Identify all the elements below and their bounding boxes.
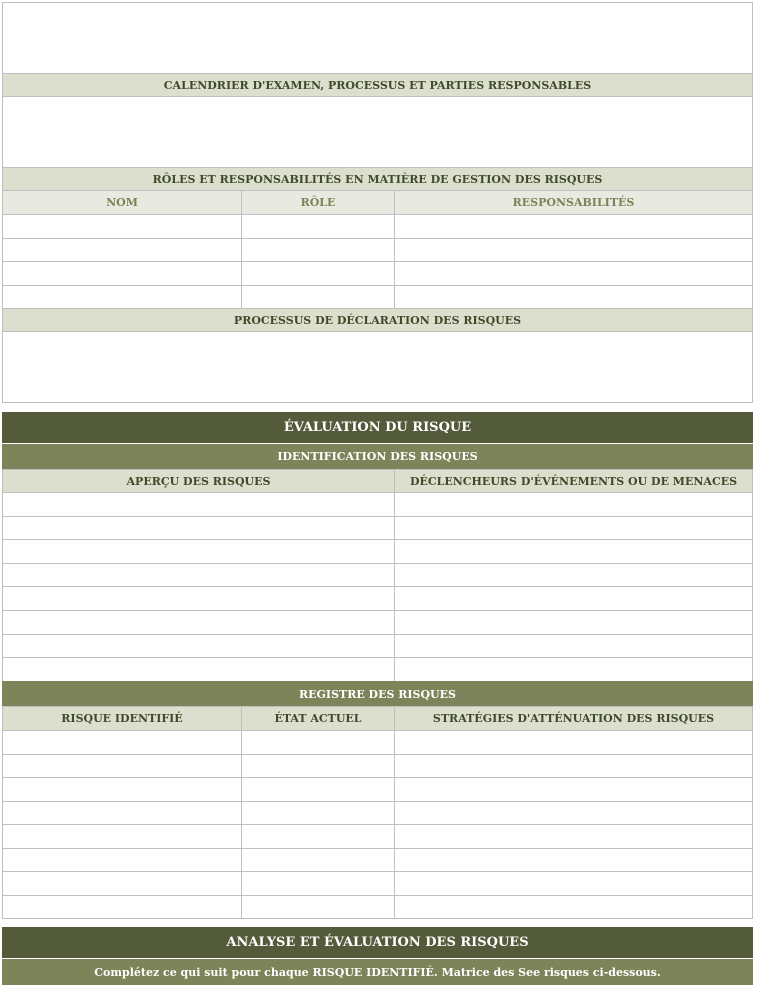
register-table-row-cell[interactable]	[2, 754, 242, 779]
register-table-row-cell[interactable]	[394, 801, 753, 826]
identification-table-row-cell[interactable]	[394, 539, 753, 564]
register-table-row-cell[interactable]	[241, 754, 395, 779]
roles-column-responsibilities: RESPONSABILITÉS	[394, 190, 753, 215]
register-table-row-cell[interactable]	[394, 871, 753, 896]
identification-table-row-cell[interactable]	[394, 563, 753, 588]
roles-column-name: NOM	[2, 190, 242, 215]
identification-table-row-cell[interactable]	[2, 586, 395, 611]
identification-table-row-cell[interactable]	[2, 516, 395, 541]
register-table-row-cell[interactable]	[241, 895, 395, 920]
identification-table-row-cell[interactable]	[2, 657, 395, 682]
register-table-row-cell[interactable]	[394, 730, 753, 755]
roles-table-row-cell[interactable]	[394, 238, 753, 263]
identification-table-row-cell[interactable]	[394, 610, 753, 635]
review-schedule-header: CALENDRIER D'EXAMEN, PROCESSUS ET PARTIES RESPONSABLES	[2, 73, 753, 97]
register-table-row-cell[interactable]	[2, 824, 242, 849]
identification-table-row-cell[interactable]	[394, 657, 753, 682]
register-table-row-cell[interactable]	[394, 848, 753, 873]
register-table-row-cell[interactable]	[241, 730, 395, 755]
reporting-area[interactable]	[2, 331, 753, 403]
identification-column-triggers: DÉCLENCHEURS D'ÉVÉNEMENTS OU DE MENACES	[394, 469, 753, 493]
register-table-row-cell[interactable]	[241, 824, 395, 849]
roles-table-row-cell[interactable]	[394, 285, 753, 310]
identification-table-row-cell[interactable]	[2, 563, 395, 588]
identification-table-row-cell[interactable]	[394, 586, 753, 611]
register-table-row-cell[interactable]	[241, 848, 395, 873]
roles-table-row-cell[interactable]	[2, 261, 242, 286]
roles-table-row-cell[interactable]	[241, 285, 395, 310]
top-notes-area[interactable]	[2, 2, 753, 74]
roles-table-row-cell[interactable]	[2, 214, 242, 239]
analysis-title: ANALYSE ET ÉVALUATION DES RISQUES	[2, 927, 753, 958]
reporting-header: PROCESSUS DE DÉCLARATION DES RISQUES	[2, 308, 753, 332]
roles-column-role: RÔLE	[241, 190, 395, 215]
identification-table-row-cell[interactable]	[394, 634, 753, 659]
roles-table-row-cell[interactable]	[394, 261, 753, 286]
risk-assessment-title: ÉVALUATION DU RISQUE	[2, 412, 753, 443]
register-table-row-cell[interactable]	[2, 777, 242, 802]
register-column-mitigation: STRATÉGIES D'ATTÉNUATION DES RISQUES	[394, 706, 753, 731]
analysis-instruction: Complétez ce qui suit pour chaque RISQUE IDENTIFIÉ. Matrice des See risques ci-dessous.	[2, 958, 753, 985]
register-table-row-cell[interactable]	[241, 777, 395, 802]
identification-table-row-cell[interactable]	[394, 516, 753, 541]
identification-column-overview: APERÇU DES RISQUES	[2, 469, 395, 493]
roles-table-row-cell[interactable]	[241, 238, 395, 263]
register-table-row-cell[interactable]	[394, 777, 753, 802]
register-table-row-cell[interactable]	[241, 871, 395, 896]
roles-table-row-cell[interactable]	[394, 214, 753, 239]
register-table-row-cell[interactable]	[2, 730, 242, 755]
identification-table-row-cell[interactable]	[2, 634, 395, 659]
identification-table-row-cell[interactable]	[2, 610, 395, 635]
register-table-row-cell[interactable]	[241, 801, 395, 826]
identification-table-row-cell[interactable]	[394, 492, 753, 517]
register-table-row-cell[interactable]	[394, 824, 753, 849]
register-table-row-cell[interactable]	[2, 848, 242, 873]
register-table-row-cell[interactable]	[394, 754, 753, 779]
register-table-row-cell[interactable]	[394, 895, 753, 920]
register-column-risk: RISQUE IDENTIFIÉ	[2, 706, 242, 731]
identification-table-row-cell[interactable]	[2, 539, 395, 564]
register-column-status: ÉTAT ACTUEL	[241, 706, 395, 731]
risk-register-header: REGISTRE DES RISQUES	[2, 681, 753, 707]
identification-table-row-cell[interactable]	[2, 492, 395, 517]
roles-header: RÔLES ET RESPONSABILITÉS EN MATIÈRE DE GESTION DES RISQUES	[2, 167, 753, 191]
risk-identification-header: IDENTIFICATION DES RISQUES	[2, 443, 753, 469]
roles-table-row-cell[interactable]	[241, 214, 395, 239]
roles-table-row-cell[interactable]	[2, 238, 242, 263]
register-table-row-cell[interactable]	[2, 801, 242, 826]
review-schedule-area[interactable]	[2, 96, 753, 168]
register-table-row-cell[interactable]	[2, 895, 242, 920]
register-table-row-cell[interactable]	[2, 871, 242, 896]
roles-table-row-cell[interactable]	[2, 285, 242, 310]
roles-table-row-cell[interactable]	[241, 261, 395, 286]
